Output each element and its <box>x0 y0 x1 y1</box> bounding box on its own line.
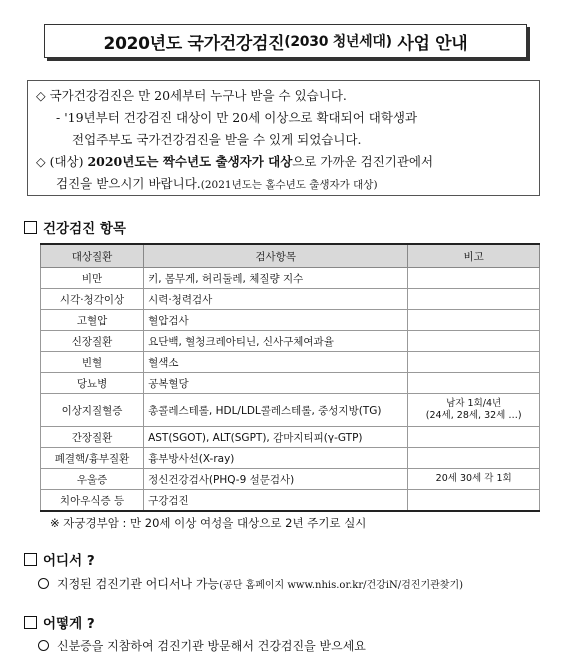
table-row <box>41 352 540 373</box>
table-row <box>41 490 540 512</box>
section-items-title: 건강검진 항목 <box>43 221 126 237</box>
circle-bullet-icon <box>38 578 49 589</box>
notice-line-5-text: 검진을 받으시기 바랍니다. <box>56 176 201 191</box>
cell-disease: 간장질환 <box>41 427 144 448</box>
cell-note <box>408 448 540 469</box>
cell-disease: 빈혈 <box>41 352 144 373</box>
cell-note: 20세 30세 각 1회 <box>408 469 540 490</box>
cell-test: 키, 몸무게, 허리둘레, 체질량 지수 <box>144 268 408 289</box>
notice-line-4 <box>36 151 531 173</box>
cell-test: 혈압검사 <box>144 310 408 331</box>
table-row <box>41 448 540 469</box>
table-row <box>41 469 540 490</box>
table-row <box>41 268 540 289</box>
header-note: 비고 <box>408 244 540 268</box>
cell-note <box>408 427 540 448</box>
header-disease: 대상질환 <box>41 244 144 268</box>
cell-disease: 고혈압 <box>41 310 144 331</box>
cell-disease: 시각·청각이상 <box>41 289 144 310</box>
table-footnote: ※ 자궁경부암 : 만 20세 이상 여성을 대상으로 2년 주기로 실시 <box>50 516 367 530</box>
cell-test: 총콜레스테롤, HDL/LDL콜레스테롤, 중성지방(TG) <box>144 394 408 427</box>
cell-disease: 폐결핵/흉부질환 <box>41 448 144 469</box>
cell-note <box>408 352 540 373</box>
title-tail: 사업 안내 <box>391 33 468 54</box>
notice-line-5-small: (2021년도는 홀수년도 출생자가 대상) <box>200 179 378 191</box>
how-bullet <box>38 637 366 654</box>
where-website-note: (공단 홈페이지 www.nhis.or.kr/건강iN/검진기관찾기) <box>219 580 464 591</box>
cell-note-line-2: (24세, 28세, 32세 …) <box>425 410 522 421</box>
notice-box <box>27 80 540 196</box>
circle-bullet-icon <box>38 640 49 651</box>
checkbox-icon <box>24 553 37 566</box>
how-text: 신분증을 지참하여 검진기관 방문해서 건강검진을 받으세요 <box>57 639 366 653</box>
table-header-row <box>41 244 540 268</box>
cell-disease: 당뇨병 <box>41 373 144 394</box>
table-row <box>41 331 540 352</box>
cell-disease: 비만 <box>41 268 144 289</box>
cell-test: 시력·청력검사 <box>144 289 408 310</box>
table-row <box>41 310 540 331</box>
cell-disease: 신장질환 <box>41 331 144 352</box>
notice-target-rest: 으로 가까운 검진기관에서 <box>292 154 434 169</box>
cell-note <box>408 373 540 394</box>
cell-disease: 우울증 <box>41 469 144 490</box>
notice-line-2: - '19년부터 건강검진 대상이 만 20세 이상으로 확대되어 대학생과 <box>56 110 418 125</box>
title-main: 2020년도 국가건강검진 <box>103 33 285 54</box>
cell-note <box>408 310 540 331</box>
checkbox-icon <box>24 616 37 629</box>
table-row <box>41 373 540 394</box>
cell-test: 구강검진 <box>144 490 408 512</box>
cell-disease: 이상지질혈증 <box>41 394 144 427</box>
table-row <box>41 394 540 427</box>
section-where-title: 어디서 ? <box>43 553 95 569</box>
cell-test: 흉부방사선(X-ray) <box>144 448 408 469</box>
cell-test: 혈색소 <box>144 352 408 373</box>
notice-target-prefix: ◇ (대상) <box>36 154 88 169</box>
cell-note <box>408 490 540 512</box>
notice-target-bold: 2020년도는 짝수년도 출생자가 대상 <box>87 154 293 169</box>
notice-line-1: ◇ 국가건강검진은 만 20세부터 누구나 받을 수 있습니다. <box>36 88 347 103</box>
cell-test: 공복혈당 <box>144 373 408 394</box>
table-row <box>41 427 540 448</box>
checkbox-icon <box>24 221 37 234</box>
notice-line-3: 전업주부도 국가건강검진을 받을 수 있게 되었습니다. <box>72 132 362 147</box>
section-how-title: 어떻게 ? <box>43 616 95 632</box>
cell-disease: 치아우식증 등 <box>41 490 144 512</box>
page-title <box>44 24 527 58</box>
table-row <box>41 289 540 310</box>
cell-note <box>408 268 540 289</box>
header-test: 검사항목 <box>144 244 408 268</box>
section-items-heading <box>24 217 126 237</box>
notice-line-5 <box>36 173 531 196</box>
cell-test: AST(SGOT), ALT(SGPT), 감마지티피(γ-GTP) <box>144 427 408 448</box>
section-how-heading <box>24 612 95 632</box>
cell-test: 요단백, 혈청크레아티닌, 신사구체여과율 <box>144 331 408 352</box>
cell-test: 정신건강검사(PHQ-9 설문검사) <box>144 469 408 490</box>
cell-note-line-1: 남자 1회/4년 <box>446 398 502 409</box>
cell-note <box>408 289 540 310</box>
title-sub: (2030 청년세대) <box>284 34 392 50</box>
checkup-items-table <box>40 243 540 512</box>
section-where-heading <box>24 549 95 569</box>
cell-note <box>408 394 540 427</box>
cell-note <box>408 331 540 352</box>
where-text: 지정된 검진기관 어디서나 가능 <box>57 577 220 591</box>
where-bullet <box>38 575 463 592</box>
